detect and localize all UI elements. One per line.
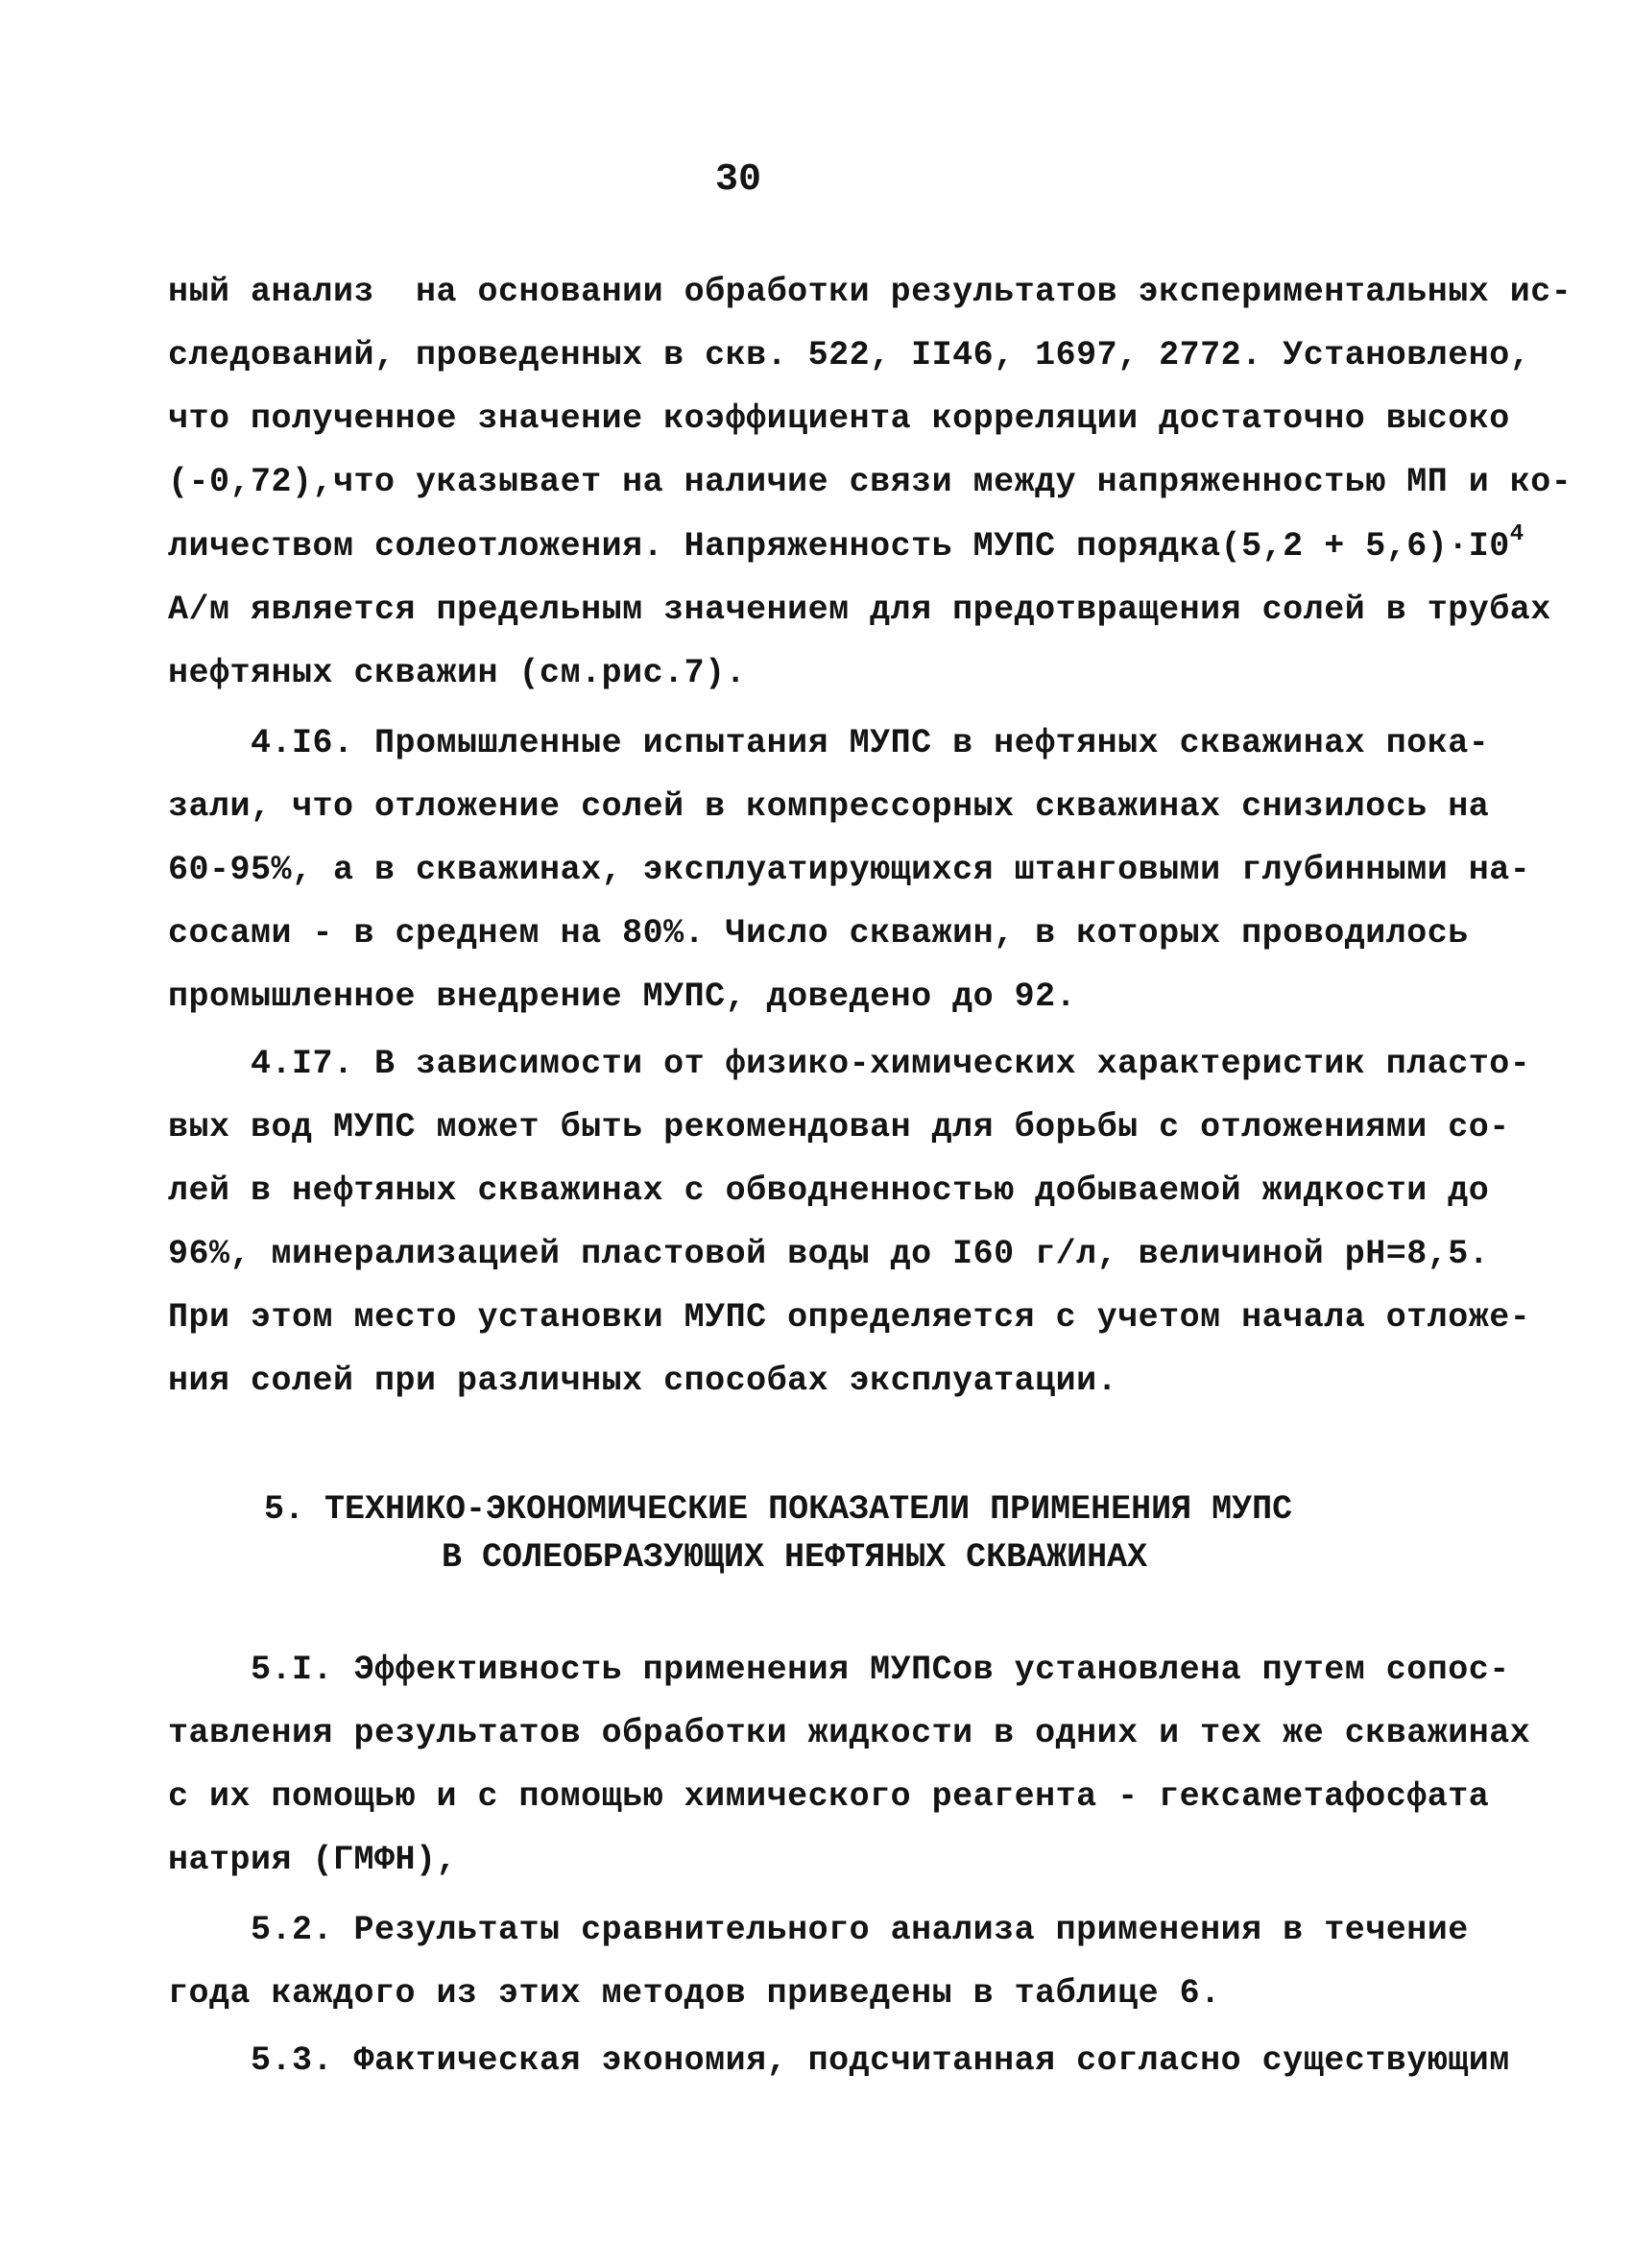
text-line: 4.I6. Промышленные испытания МУПС в нефтяных скважинах пока- — [168, 724, 1490, 762]
text-line: А/м является предельным значением для предотвращения солей в трубах — [168, 591, 1551, 629]
text-line: 96%, минерализацией пластовой воды до I60 г/л, величиной pH=8,5. — [168, 1235, 1490, 1273]
text-line: При этом место установки МУПС определяется с учетом начала отложе- — [168, 1298, 1531, 1337]
text-line: 4.I7. В зависимости от физико-химических характеристик пласто- — [168, 1045, 1531, 1083]
text-line: с их помощью и с помощью химического реагента - гексаметафосфата — [168, 1777, 1490, 1816]
text-line: 5.I. Эффективность применения МУПСов установлена путем сопос- — [168, 1651, 1510, 1689]
text-line: натрия (ГМФН), — [168, 1841, 458, 1879]
text-line: сосами - в среднем на 80%. Число скважин, в которых проводилось — [168, 914, 1469, 953]
text-line: ный анализ на основании обработки результатов экспериментальных ис- — [168, 273, 1572, 311]
text-line: лей в нефтяных скважинах с обводненностью добываемой жидкости до — [168, 1171, 1490, 1210]
text-line: вых вод МУПС может быть рекомендован для борьбы с отложениями со- — [168, 1108, 1510, 1146]
text-line: 5.3. Фактическая экономия, подсчитанная согласно существующим — [168, 2041, 1510, 2080]
text-line: что полученное значение коэффициента корреляции достаточно высоко — [168, 399, 1510, 438]
text-line: нефтяных скважин (см.рис.7). — [168, 654, 747, 692]
text-line: следований, проведенных в скв. 522, II46, 1697, 2772. Установлено, — [168, 336, 1531, 374]
page-number: 30 — [715, 158, 762, 202]
text-line-with-exponent — [168, 521, 1524, 571]
text-line: года каждого из этих методов приведены в таблице 6. — [168, 1974, 1221, 2013]
section-heading-line-2: В СОЛЕОБРАЗУЮЩИХ НЕФТЯНЫХ СКВАЖИНАХ — [442, 1538, 1148, 1577]
text-line: 5.2. Результаты сравнительного анализа применения в течение — [168, 1911, 1469, 1949]
text-line: ния солей при различных способах эксплуатации. — [168, 1362, 1118, 1400]
text-line: (-0,72),что указывает на наличие связи между напряженностью МП и ко- — [168, 463, 1572, 501]
exponent: 4 — [1509, 521, 1524, 547]
text-line: зали, что отложение солей в компрессорных скважинах снизилось на — [168, 787, 1490, 826]
text-line: промышленное внедрение МУПС, доведено до 92. — [168, 977, 1077, 1016]
text-line: личеством солеотложения. Напряженность МУПС порядка(5,2 + 5,6)·I0 — [168, 527, 1510, 566]
text-line: тавления результатов обработки жидкости в одних и тех же скважинах — [168, 1714, 1531, 1752]
text-line: 60-95%, а в скважинах, эксплуатирующихся штанговыми глубинными на- — [168, 851, 1531, 889]
section-heading-line-1: 5. ТЕХНИКО-ЭКОНОМИЧЕСКИЕ ПОКАЗАТЕЛИ ПРИМЕНЕНИЯ МУПС — [264, 1490, 1293, 1529]
